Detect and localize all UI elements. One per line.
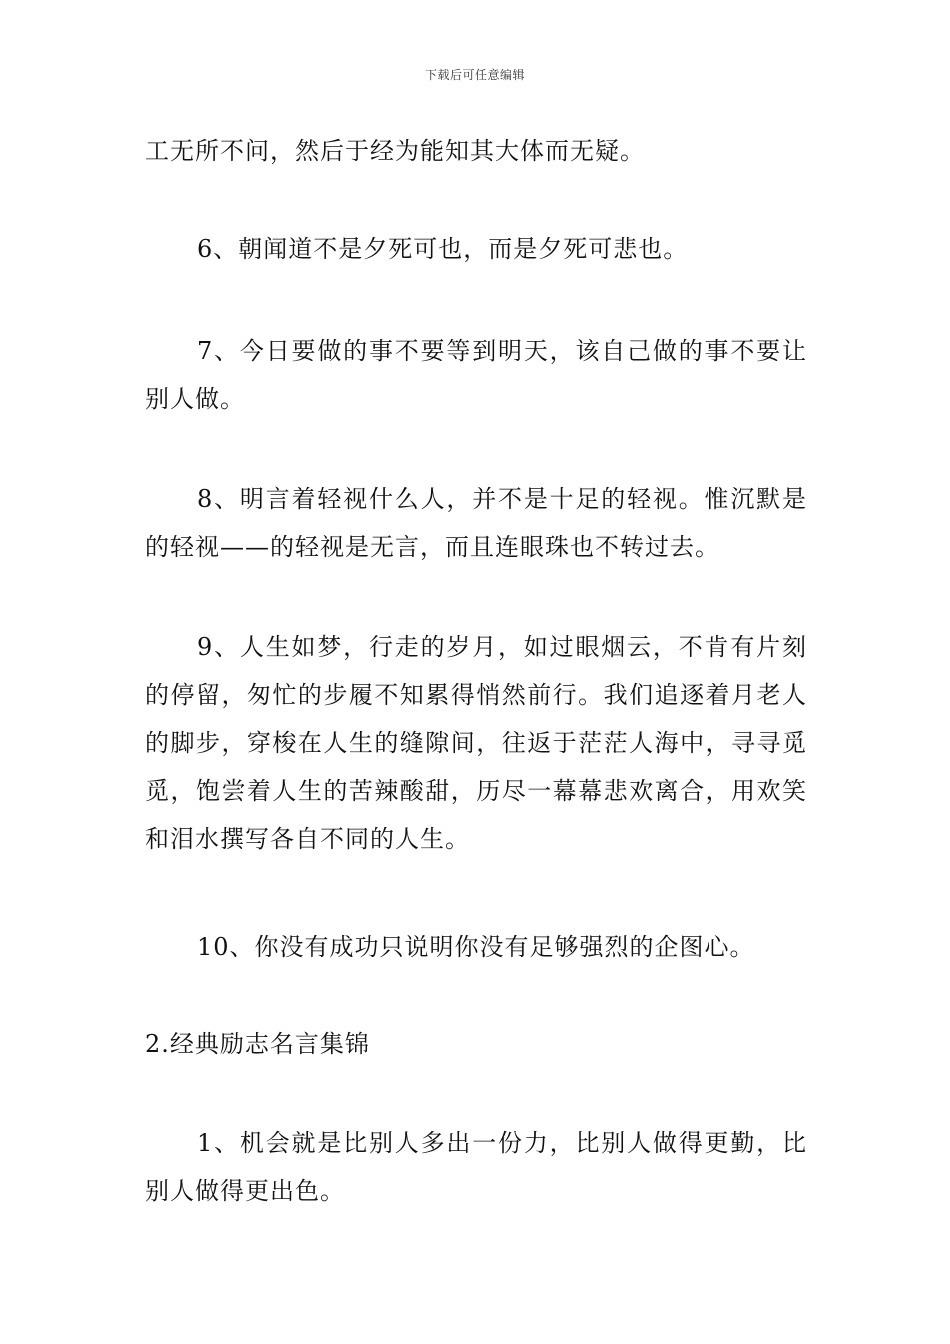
section-heading-2: 2.经典励志名言集锦 [145, 1030, 370, 1058]
paragraph-quote-6: 6、朝闻道不是夕死可也，而是夕死可悲也。 [197, 235, 689, 263]
paragraph-quote-9: 9、人生如梦，行走的岁月，如过眼烟云，不肯有片刻的停留，匆忙的步履不知累得悄然前行。我们追逐着月老人的脚步，穿梭在人生的缝隙间，往返于茫茫人海中，寻寻觅觅，饱尝着人生的苦辣酸甜，历尽一幕幕悲欢离合，用欢笑和泪水撰写各自不同的人生。 [145, 633, 807, 853]
paragraph-quote-8: 8、明言着轻视什么人，并不是十足的轻视。惟沉默是的轻视——的轻视是无言，而且连眼珠也不转过去。 [145, 485, 807, 561]
page-header: 下载后可任意编辑 [424, 68, 525, 82]
paragraph-section2-quote-1: 1、机会就是比别人多出一份力，比别人做得更勤，比别人做得更出色。 [145, 1129, 807, 1205]
paragraph-continuation: 工无所不问，然后于经为能知其大体而无疑。 [145, 137, 645, 165]
paragraph-quote-10: 10、你没有成功只说明你没有足够强烈的企图心。 [197, 933, 755, 961]
paragraph-quote-7: 7、今日要做的事不要等到明天，该自己做的事不要让别人做。 [145, 337, 807, 413]
